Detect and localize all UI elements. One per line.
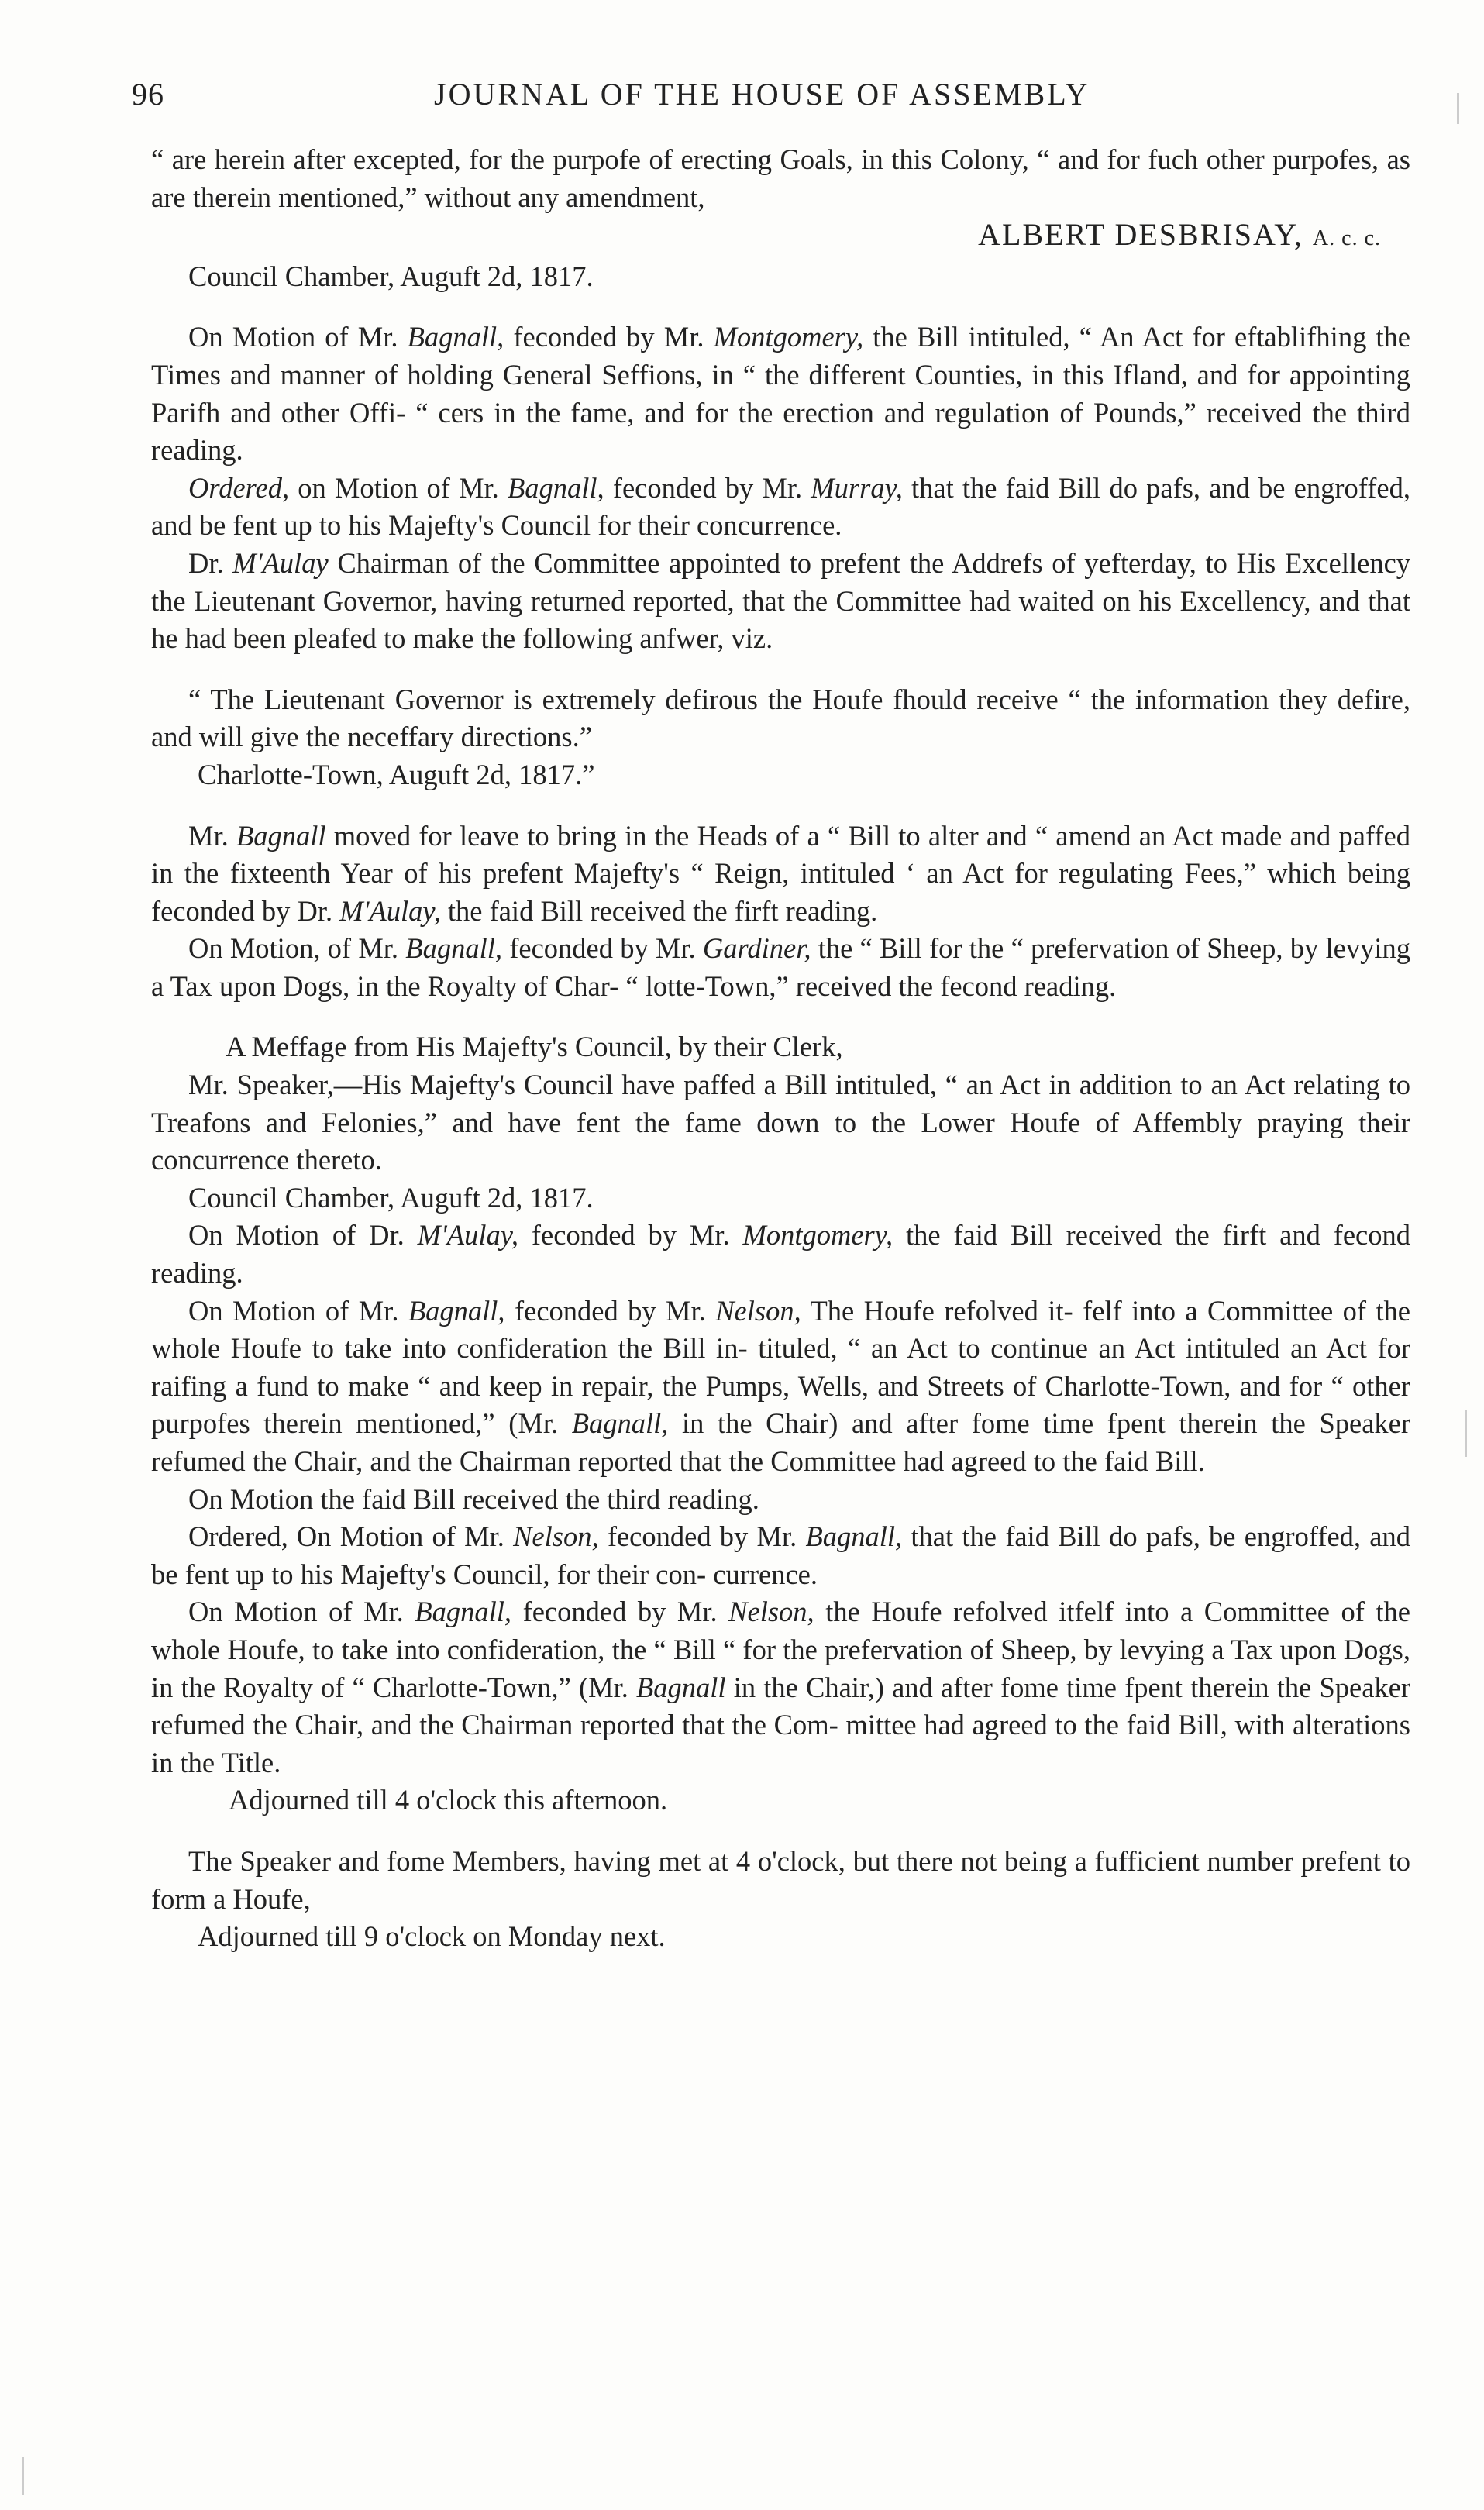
- paragraph-sheep-bill-committee: On Motion of Mr. Bagnall, feconded by Mr. Nelson, the Houfe refolved itfelf into a Committee of the whole Houfe, to take into confideration, the “ Bill “ for the prefervation of Sheep, by levying a Tax upon Dogs, in the Royalty of “ Charlotte-Town,” (Mr. Bagnall in the Chair,) and after fome time fpent therein the Speaker refumed the Chair, and the Chairman reported that the Com- mittee had agreed to the faid Bill, with alterations in the Title.: [151, 1596, 1411, 1778]
- paragraph-treason-bill-readings: On Motion of Dr. M'Aulay, feconded by Mr. Montgomery, the faid Bill received the firft and fecond reading.: [151, 1219, 1410, 1289]
- paragraph-fees-bill: Mr. Bagnall moved for leave to bring in the Heads of a “ Bill to alter and “ amend an Act made and paffed in the fixteenth Year of his prefent Majefty's “ Reign, intituled ‘ an Act for regulating Fees,” which being feconded by Dr. M'Aulay, the faid Bill received the firft reading.: [151, 819, 1410, 927]
- paragraph-address-committee: Dr. M'Aulay Chairman of the Committee appointed to prefent the Addrefs of yefterday, to His Excellency the Lieutenant Governor, having returned reported, that the Committee had waited on his Excellency, and that he had been pleafed to make the following anfwer, viz.: [151, 546, 1411, 655]
- clerk-name: ALBERT DESBRISAY,: [978, 217, 1303, 253]
- adjournment-monday: Adjourned till 9 o'clock on Monday next.: [198, 1920, 666, 1953]
- paragraph-ordered-pass: Ordered, on Motion of Mr. Bagnall, feconded by Mr. Murray, that the faid Bill do pafs, and be engroffed, and be fent up to his Majefty's Council for their concurrence.: [151, 471, 1410, 542]
- scan-edge-mark: [1457, 93, 1459, 124]
- paragraph-motion-sessions-bill: On Motion of Mr. Bagnall, feconded by Mr. Montgomery, the Bill intituled, “ An Act for eftablifhing the Times and manner of holding General Seffions, in “ the different Counties, in this Ifland, and for appointing Parifh and other Offi- “ cers in the fame, and for the erection and regulation of Pounds,” received the third reading.: [151, 321, 1410, 467]
- page-number: 96: [132, 77, 164, 112]
- paragraph-treason-bill-message: Mr. Speaker,—His Majefty's Council have paffed a Bill intituled, “ an Act in addition to an Act relating to Treafons and Felonies,” and have fent the fame down to the Lower Houfe of Affembly praying their concurrence thereto.: [151, 1069, 1410, 1176]
- scan-edge-mark: [22, 2457, 24, 2495]
- paragraph-pumps-bill-committee: On Motion of Mr. Bagnall, feconded by Mr. Nelson, The Houfe refolved it- felf into a Committee of the whole Houfe to take into confideration the Bill in- tituled, “ an Act to continue an Act intituled an Act for raifing a fund to make “ and keep in repair, the Pumps, Wells, and Streets of Charlotte-Town, and for “ other purpofes therein mentioned,” (Mr. Bagnall, in the Chair) and after fome time fpent therein the Speaker refumed the Chair, and the Chairman reported that the Committee had agreed to the faid Bill.: [151, 1294, 1410, 1477]
- answer-dateline: Charlotte-Town, Auguft 2d, 1817.”: [198, 758, 595, 790]
- clerk-title: A. c. c.: [1312, 226, 1381, 251]
- journal-title: JOURNAL OF THE HOUSE OF ASSEMBLY: [434, 77, 1090, 112]
- journal-body: [151, 141, 1410, 1956]
- message-dateline: Council Chamber, Auguft 2d, 1817.: [188, 1181, 594, 1214]
- clerk-signature: [151, 216, 1410, 258]
- council-message-heading: A Meffage from His Majefty's Council, by their Clerk,: [226, 1031, 843, 1063]
- paragraph-bill-continuation: “ are herein after excepted, for the purpofe of erecting Goals, in this Colony, “ and for fuch other purpofes, as are therein mentioned,” without any amendment,: [151, 143, 1410, 213]
- running-head: [132, 76, 1341, 130]
- paragraph-governor-answer: “ The Lieutenant Governor is extremely defirous the Houfe fhould receive “ the information they defire, and will give the neceffary directions.”: [151, 683, 1410, 753]
- adjournment-afternoon: Adjourned till 4 o'clock this afternoon.: [229, 1784, 668, 1816]
- scan-edge-mark: [1465, 1410, 1467, 1457]
- paragraph-pumps-bill-third-reading: On Motion the faid Bill received the third reading.: [188, 1482, 759, 1515]
- paragraph-no-quorum: The Speaker and fome Members, having met at 4 o'clock, but there not being a fufficient number prefent to form a Houfe,: [151, 1844, 1410, 1915]
- paragraph-sheep-bill-second-reading: On Motion, of Mr. Bagnall, feconded by Mr. Gardiner, the “ Bill for the “ prefervation of Sheep, by levying a Tax upon Dogs, in the Royalty of Char- “ lotte-Town,” received the fecond reading.: [151, 932, 1410, 1002]
- paragraph-pumps-bill-ordered: Ordered, On Motion of Mr. Nelson, feconded by Mr. Bagnall, that the faid Bill do pafs, be engroffed, and be fent up to his Majefty's Council, for their con- currence.: [151, 1520, 1410, 1590]
- council-dateline: Council Chamber, Auguft 2d, 1817.: [188, 260, 594, 292]
